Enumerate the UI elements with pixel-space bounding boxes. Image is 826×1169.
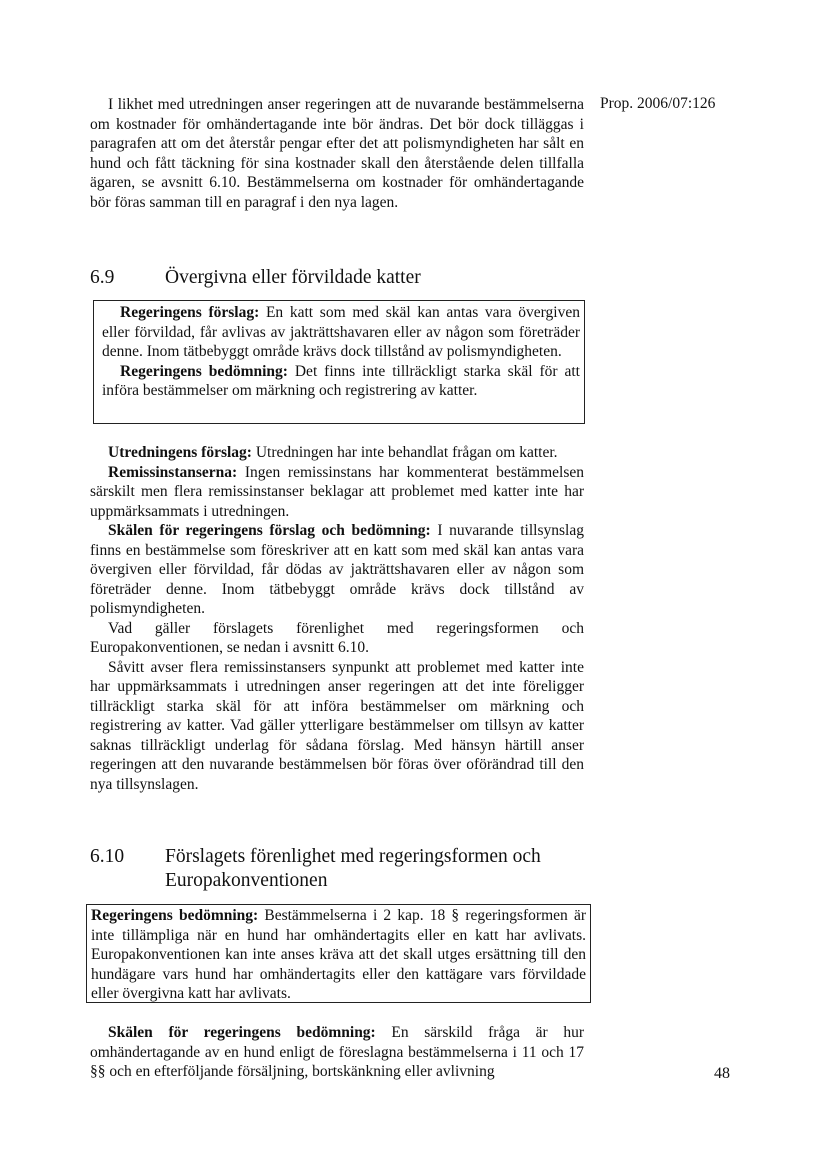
section-heading-6-9 — [90, 266, 585, 290]
section-title: Övergivna eller förvildade katter — [165, 267, 421, 288]
convention-paragraph: Vad gäller förslagets förenlighet med regeringsformen och Europakonventionen, se nedan i avsnitt 6.10. — [90, 619, 584, 656]
assessment-text: Det finns inte tillräckligt starka skäl för att införa bestämmelser om märkning och registrering av katter. — [102, 362, 580, 399]
marking-paragraph: Såvitt avser flera remissinstansers synpunkt att problemet med katter inte har uppmärksammats i utredningen anser regeringen att det inte föreligger tillräckligt starka skäl för att införa bestämmelser om märkning och registrering av katter. Vad gäller ytterligare bestämmelser om tillsyn av katter saknas tillräckligt underlag för sådana förslag. Med hänsyn härtill anser regeringen att den nuvarande bestämmelsen bör föras över oförändrad till den nya tillsynslagen. — [90, 658, 584, 793]
section-number: 6.10 — [90, 846, 125, 867]
proposal-text: En katt som med skäl kan antas vara övergiven eller förvildad, får avlivas av jakträttshavaren eller av någon som företräder denne. Inom tätbebyggt område krävs dock tillstånd av polismyndigheten. — [102, 304, 580, 360]
government-proposal-box — [93, 300, 585, 424]
reasons-paragraph — [90, 521, 584, 619]
page-number: 48 — [714, 1065, 730, 1082]
intro-paragraph: I likhet med utredningen anser regeringen att de nuvarande bestämmelserna om kostnader för omhändertagande inte bör ändras. Det bör dock tilläggas i paragrafen att om det återstår pengar efter det att polismyndigheten har sålt en hund och fått täckning för sina kostnader skall den återstående delen tillfalla ägaren, se avsnitt 6.10. Bestämmelserna om kostnader för omhändertagande bör föras samman till en paragraf i den nya lagen. — [90, 96, 584, 211]
reasons-label: Skälen för regeringens förslag och bedömning: — [108, 522, 431, 539]
reasons-text: I nuvarande tillsynslag finns en bestämmelse som föreskriver att en katt som med skäl kan antas vara övergiven eller förvildad, får dödas av jakträttshavaren eller av någon som företräder denne. Inom tätbebyggt område krävs dock tillstånd av polismyndigheten. — [90, 522, 584, 617]
referral-label: Remissinstanserna: — [108, 463, 238, 481]
reasons-paragraph — [90, 1023, 584, 1082]
assessment-label: Regeringens bedömning: — [91, 907, 259, 924]
section-heading-6-10 — [90, 845, 585, 893]
section-6-9-body — [90, 443, 584, 794]
inquiry-text: Utredningen har inte behandlat frågan om katter. — [251, 444, 558, 461]
referral-text: Ingen remissinstans har kommenterat bestämmelsen särskilt men flera remissinstanser beklagar att problemet med katter inte har uppmärksammats i utredningen. — [90, 463, 584, 520]
intro-section — [90, 95, 584, 212]
inquiry-paragraph — [90, 443, 584, 463]
assessment-text: Bestämmelserna i 2 kap. 18 § regeringsformen är inte tillämpliga när en hund har omhändertagits eller en katt har avlivats. Europakonventionen kan inte anses kräva att det skall utges ersättning till den hundägare vars hund har omhändertagits eller den kattägare vars förvildade eller övergivna katt har avlivats. — [91, 907, 586, 1002]
inquiry-label: Utredningens förslag: — [108, 444, 252, 461]
reasons-label: Skälen för regeringens bedömning: — [108, 1024, 376, 1041]
proposal-label: Regeringens förslag: — [120, 304, 260, 321]
proposition-reference: Prop. 2006/07:126 — [600, 95, 716, 112]
section-number: 6.9 — [90, 267, 115, 288]
section-title: Förslagets förenlighet med regeringsformen och Europakonventionen — [165, 846, 541, 891]
assessment-label: Regeringens bedömning: — [120, 362, 288, 380]
government-assessment-box — [86, 904, 591, 1003]
section-6-10-body — [90, 1023, 584, 1082]
reasons-text: En särskild fråga är hur omhändertagande av en hund enligt de föreslagna bestämmelserna i 11 och 17 §§ och en efterföljande försäljning, bortskänkning eller avlivning — [90, 1024, 584, 1080]
referral-paragraph — [90, 463, 584, 522]
